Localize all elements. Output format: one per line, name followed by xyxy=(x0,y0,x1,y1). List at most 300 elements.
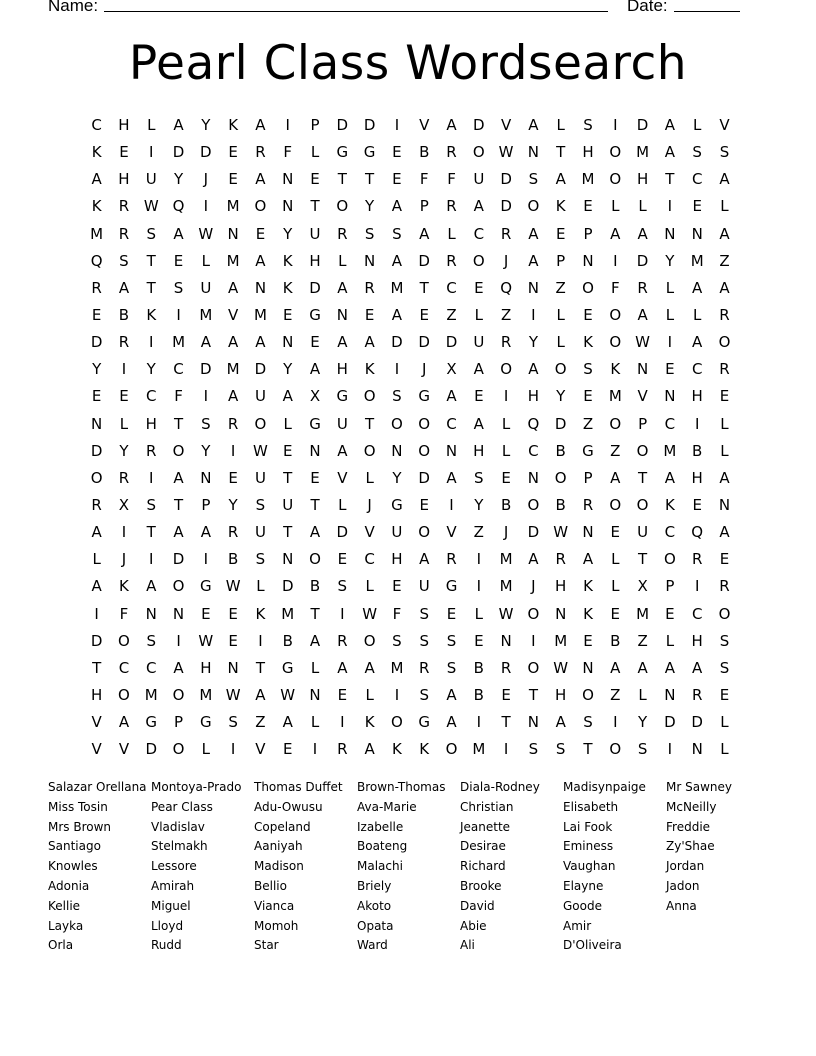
grid-letter: E xyxy=(392,577,402,596)
grid-letter: S xyxy=(474,468,484,487)
word-list-item: Aaniyah xyxy=(254,839,303,854)
grid-letter: O xyxy=(609,414,622,433)
grid-letter: R xyxy=(91,495,102,514)
grid-letter: D xyxy=(200,360,212,379)
grid-letter: U xyxy=(637,523,649,542)
grid-letter: R xyxy=(337,224,348,243)
grid-letter: O xyxy=(636,495,649,514)
grid-letter: O xyxy=(118,685,130,704)
word-list-item: Briely xyxy=(357,878,392,893)
grid-letter: W xyxy=(225,685,241,704)
grid-letter: A xyxy=(173,468,184,487)
grid-letter: L xyxy=(310,713,320,732)
grid-letter: B xyxy=(227,550,239,569)
grid-letter: O xyxy=(363,387,376,406)
grid-letter: T xyxy=(665,170,675,189)
grid-letter: D xyxy=(172,143,185,162)
grid-letter: R xyxy=(719,305,730,324)
grid-letter: L xyxy=(611,577,620,596)
grid-letter: P xyxy=(556,251,566,270)
grid-letter: Q xyxy=(500,278,512,297)
grid-letter: C xyxy=(528,441,539,460)
grid-letter: K xyxy=(583,604,593,623)
grid-letter: S xyxy=(719,631,730,650)
grid-letter: L xyxy=(119,414,129,433)
grid-letter: V xyxy=(91,713,102,732)
grid-letter: B xyxy=(473,658,484,677)
grid-letter: H xyxy=(91,685,103,704)
grid-letter: E xyxy=(392,170,402,189)
grid-letter: T xyxy=(255,658,266,677)
grid-letter: R xyxy=(446,550,457,569)
grid-letter: Z xyxy=(446,305,457,324)
grid-letter: A xyxy=(610,224,621,243)
word-list-item: Brooke xyxy=(460,878,502,893)
grid-letter: R xyxy=(146,441,157,460)
grid-letter: J xyxy=(421,360,427,379)
grid-letter: U xyxy=(309,224,321,243)
grid-letter: T xyxy=(556,143,566,162)
grid-letter: L xyxy=(720,197,729,216)
grid-letter: D xyxy=(145,740,158,759)
grid-letter: D xyxy=(418,333,430,352)
word-list-item: Goode xyxy=(563,898,602,913)
grid-letter: D xyxy=(254,360,267,379)
grid-letter: F xyxy=(419,170,429,189)
grid-letter: N xyxy=(336,305,348,324)
grid-letter: S xyxy=(146,224,156,243)
grid-letter: Y xyxy=(119,441,129,460)
grid-letter: R xyxy=(719,577,730,596)
grid-letter: A xyxy=(528,550,539,569)
grid-letter: I xyxy=(476,577,482,596)
grid-letter: J xyxy=(203,170,209,189)
grid-letter: S xyxy=(228,713,238,732)
grid-letter: L xyxy=(501,414,511,433)
grid-letter: K xyxy=(364,713,375,732)
grid-letter: O xyxy=(527,604,540,623)
grid-letter: I xyxy=(149,550,154,569)
grid-letter: Z xyxy=(473,523,484,542)
grid-letter: S xyxy=(392,631,402,650)
grid-letter: W xyxy=(635,333,650,352)
grid-letter: I xyxy=(149,468,154,487)
word-list-item: David xyxy=(460,898,495,913)
grid-letter: M xyxy=(608,387,622,406)
grid-letter: D xyxy=(200,143,212,162)
grid-letter: N xyxy=(582,658,594,677)
grid-letter: B xyxy=(282,631,293,650)
grid-letter: N xyxy=(282,333,294,352)
grid-letter: R xyxy=(691,550,703,569)
grid-letter: D xyxy=(445,333,458,352)
grid-letter: E xyxy=(310,333,320,352)
grid-letter: Z xyxy=(582,414,594,433)
grid-letter: T xyxy=(310,495,320,514)
grid-letter: A xyxy=(528,251,539,270)
grid-letter: E xyxy=(719,387,730,406)
grid-letter: O xyxy=(582,685,594,704)
grid-letter: P xyxy=(638,414,648,433)
grid-letter: S xyxy=(392,387,402,406)
grid-letter: R xyxy=(446,197,457,216)
grid-letter: E xyxy=(719,550,730,569)
grid-letter: A xyxy=(364,333,375,352)
grid-letter: E xyxy=(610,604,621,623)
grid-letter: M xyxy=(663,441,677,460)
grid-letter: B xyxy=(692,441,703,460)
grid-letter: R xyxy=(719,360,730,379)
grid-letter: N xyxy=(254,278,267,297)
grid-letter: V xyxy=(118,740,130,759)
grid-letter: D xyxy=(281,577,294,596)
grid-letter: P xyxy=(201,495,211,514)
grid-letter: L xyxy=(556,116,565,134)
grid-letter: N xyxy=(282,550,294,569)
grid-letter: C xyxy=(664,523,676,542)
grid-letter: M xyxy=(226,197,240,216)
grid-letter: Q xyxy=(172,197,185,216)
grid-letter: L xyxy=(638,685,647,704)
grid-letter: K xyxy=(255,604,266,623)
grid-letter: A xyxy=(91,523,102,542)
grid-letter: E xyxy=(392,143,402,162)
grid-letter: E xyxy=(692,197,702,216)
grid-letter: C xyxy=(173,360,184,379)
grid-letter: R xyxy=(500,224,512,243)
grid-letter: A xyxy=(419,550,430,569)
grid-letter: I xyxy=(176,305,181,324)
grid-letter: S xyxy=(255,550,266,569)
grid-letter: O xyxy=(609,740,622,759)
grid-letter: K xyxy=(282,278,293,297)
grid-letter: M xyxy=(253,305,267,324)
grid-letter: Z xyxy=(610,685,621,704)
grid-letter: L xyxy=(365,577,374,596)
grid-letter: G xyxy=(418,713,431,732)
grid-letter: E xyxy=(119,387,129,406)
grid-letter: E xyxy=(610,523,621,542)
grid-letter: D xyxy=(636,116,649,134)
grid-letter: R xyxy=(446,251,457,270)
grid-letter: L xyxy=(365,468,374,487)
grid-letter: G xyxy=(336,143,349,162)
grid-letter: N xyxy=(582,523,594,542)
grid-letter: D xyxy=(336,116,349,134)
word-list-item: Pear Class xyxy=(151,799,213,814)
grid-letter: N xyxy=(172,604,185,623)
grid-letter: L xyxy=(447,224,456,243)
grid-letter: I xyxy=(149,333,154,352)
grid-letter: A xyxy=(555,170,566,189)
grid-letter: C xyxy=(691,604,703,623)
grid-letter: I xyxy=(340,604,345,623)
grid-letter: H xyxy=(200,658,212,677)
grid-letter: L xyxy=(474,305,483,324)
grid-letter: L xyxy=(92,550,101,569)
grid-letter: A xyxy=(719,170,730,189)
grid-letter: S xyxy=(555,740,566,759)
grid-letter: A xyxy=(555,713,566,732)
grid-letter: W xyxy=(362,604,378,623)
grid-letter: D xyxy=(500,170,512,189)
grid-letter: L xyxy=(501,441,511,460)
grid-letter: T xyxy=(310,604,320,623)
grid-letter: D xyxy=(636,251,649,270)
grid-letter: O xyxy=(527,197,540,216)
grid-letter: L xyxy=(338,251,347,270)
grid-letter: V xyxy=(91,740,102,759)
grid-letter: H xyxy=(582,143,594,162)
grid-letter: E xyxy=(228,631,238,650)
name-label: Name: xyxy=(48,0,99,15)
grid-letter: T xyxy=(173,495,184,514)
grid-letter: G xyxy=(200,713,212,732)
grid-letter: B xyxy=(309,577,321,596)
grid-letter: N xyxy=(527,143,540,162)
grid-letter: A xyxy=(446,387,457,406)
grid-letter: M xyxy=(172,333,186,352)
grid-letter: V xyxy=(337,468,348,487)
grid-letter: B xyxy=(473,685,484,704)
grid-letter: A xyxy=(610,658,621,677)
grid-letter: M xyxy=(636,143,650,162)
grid-letter: T xyxy=(283,468,293,487)
grid-letter: R xyxy=(337,631,348,650)
grid-letter: O xyxy=(118,631,130,650)
word-list-item: Miss Tosin xyxy=(48,799,108,814)
grid-letter: A xyxy=(446,116,457,134)
grid-letter: N xyxy=(227,658,239,677)
grid-letter: T xyxy=(146,278,156,297)
grid-letter: A xyxy=(391,197,403,216)
grid-letter: E xyxy=(337,550,348,569)
grid-letter: R xyxy=(500,658,512,677)
grid-letter: Z xyxy=(500,305,512,324)
grid-letter: A xyxy=(692,278,703,297)
grid-letter: M xyxy=(199,305,213,324)
grid-letter: E xyxy=(583,631,593,650)
grid-letter: O xyxy=(172,577,185,596)
word-list-item: Stelmakh xyxy=(151,839,208,854)
grid-letter: O xyxy=(172,740,185,759)
grid-letter: E xyxy=(555,224,566,243)
grid-letter: A xyxy=(309,360,321,379)
grid-letter: S xyxy=(446,658,457,677)
grid-letter: T xyxy=(365,170,375,189)
grid-letter: K xyxy=(391,740,402,759)
grid-letter: E xyxy=(310,170,320,189)
grid-letter: J xyxy=(503,523,509,542)
grid-letter: A xyxy=(282,713,293,732)
word-list-item: Lloyd xyxy=(151,918,184,933)
grid-letter: R xyxy=(691,685,703,704)
word-list-item: Vianca xyxy=(254,898,295,913)
grid-letter: K xyxy=(664,495,675,514)
word-list-item: Santiago xyxy=(48,839,101,854)
grid-letter: O xyxy=(172,685,185,704)
grid-letter: X xyxy=(118,495,130,514)
grid-letter: M xyxy=(226,360,240,379)
word-list-item: Bellio xyxy=(254,878,287,893)
grid-letter: W xyxy=(498,143,514,162)
grid-letter: A xyxy=(473,414,484,433)
word-list-item: Diala-Rodney xyxy=(460,780,540,794)
grid-letter: Y xyxy=(392,468,402,487)
grid-letter: H xyxy=(145,414,157,433)
grid-letter: Y xyxy=(474,495,484,514)
grid-letter: E xyxy=(501,685,511,704)
grid-letter: A xyxy=(173,658,184,677)
word-list-item: D'Oliveira xyxy=(563,938,622,953)
grid-letter: G xyxy=(200,577,212,596)
word-list-item: Elayne xyxy=(563,878,604,893)
grid-letter: T xyxy=(92,658,102,677)
grid-letter: A xyxy=(719,523,730,542)
grid-letter: Y xyxy=(665,251,675,270)
grid-letter: A xyxy=(91,170,102,189)
grid-letter: K xyxy=(91,143,102,162)
grid-letter: A xyxy=(446,685,457,704)
word-list-item: Freddie xyxy=(666,819,711,834)
grid-letter: U xyxy=(254,387,266,406)
grid-letter: S xyxy=(201,414,211,433)
grid-letter: I xyxy=(394,360,400,379)
grid-letter: Y xyxy=(283,224,293,243)
date-blank-line xyxy=(674,11,740,12)
grid-letter: A xyxy=(146,577,157,596)
grid-letter: H xyxy=(555,685,567,704)
grid-letter: M xyxy=(199,685,213,704)
grid-letter: B xyxy=(419,143,430,162)
grid-letter: A xyxy=(528,224,539,243)
grid-letter: Y xyxy=(283,360,293,379)
grid-letter: M xyxy=(499,550,513,569)
grid-letter: L xyxy=(665,305,675,324)
grid-letter: R xyxy=(91,278,102,297)
grid-letter: O xyxy=(609,170,622,189)
grid-letter: U xyxy=(145,170,157,189)
grid-letter: R xyxy=(337,740,348,759)
grid-letter: D xyxy=(391,333,403,352)
grid-letter: Y xyxy=(201,441,211,460)
grid-letter: I xyxy=(340,713,345,732)
grid-letter: N xyxy=(664,685,676,704)
grid-letter: A xyxy=(528,116,539,134)
grid-letter: L xyxy=(720,414,729,433)
grid-letter: K xyxy=(555,197,566,216)
word-list-item: Ali xyxy=(460,938,475,953)
grid-letter: V xyxy=(637,387,648,406)
grid-letter: T xyxy=(638,550,648,569)
grid-letter: L xyxy=(693,305,702,324)
grid-letter: N xyxy=(91,414,103,433)
grid-letter: W xyxy=(143,197,159,216)
word-list-item: Star xyxy=(254,938,279,953)
grid-letter: A xyxy=(337,278,348,297)
grid-letter: P xyxy=(174,713,184,732)
word-list-item: Adonia xyxy=(48,878,90,893)
grid-letter: S xyxy=(583,713,593,732)
grid-letter: I xyxy=(285,116,290,134)
grid-letter: A xyxy=(637,658,648,677)
grid-letter: A xyxy=(473,360,484,379)
grid-letter: L xyxy=(720,441,729,460)
grid-letter: S xyxy=(255,495,266,514)
grid-letter: G xyxy=(336,387,349,406)
grid-letter: N xyxy=(664,224,676,243)
header-line xyxy=(48,0,748,20)
grid-letter: A xyxy=(309,631,321,650)
grid-letter: K xyxy=(119,577,129,596)
grid-letter: E xyxy=(719,685,730,704)
grid-letter: E xyxy=(310,468,320,487)
grid-letter: L xyxy=(310,143,320,162)
grid-letter: N xyxy=(200,468,212,487)
grid-letter: I xyxy=(203,197,209,216)
grid-letter: O xyxy=(391,713,403,732)
grid-letter: I xyxy=(476,713,482,732)
grid-letter: P xyxy=(419,197,429,216)
grid-letter: M xyxy=(90,224,104,243)
grid-letter: H xyxy=(336,360,348,379)
grid-letter: L xyxy=(665,631,675,650)
grid-letter: N xyxy=(636,360,649,379)
grid-letter: O xyxy=(309,550,321,569)
grid-letter: J xyxy=(121,550,127,569)
grid-letter: N xyxy=(527,713,540,732)
grid-letter: S xyxy=(637,740,648,759)
grid-letter: A xyxy=(719,468,730,487)
grid-letter: E xyxy=(228,468,238,487)
grid-letter: N xyxy=(582,251,594,270)
grid-letter: Q xyxy=(90,251,103,270)
grid-letter: H xyxy=(691,468,703,487)
grid-letter: S xyxy=(446,631,457,650)
grid-letter: I xyxy=(394,116,400,134)
grid-letter: E xyxy=(583,305,593,324)
grid-letter: O xyxy=(609,495,622,514)
grid-letter: D xyxy=(90,333,103,352)
grid-letter: G xyxy=(445,577,458,596)
grid-letter: L xyxy=(611,550,620,569)
grid-letter: A xyxy=(337,658,348,677)
grid-letter: D xyxy=(172,550,185,569)
grid-letter: H xyxy=(391,550,403,569)
word-list-item: Montoya-Prado xyxy=(151,780,242,794)
grid-letter: Y xyxy=(228,495,238,514)
grid-letter: E xyxy=(91,305,102,324)
grid-letter: K xyxy=(583,333,593,352)
grid-letter: D xyxy=(90,441,103,460)
grid-letter: E xyxy=(419,495,429,514)
grid-letter: A xyxy=(337,333,348,352)
grid-letter: L xyxy=(201,251,211,270)
grid-letter: T xyxy=(638,468,648,487)
grid-letter: R xyxy=(637,278,648,297)
grid-letter: I xyxy=(121,360,127,379)
grid-letter: E xyxy=(501,468,511,487)
word-list-item: Ward xyxy=(357,938,388,953)
grid-letter: S xyxy=(419,685,429,704)
grid-letter: T xyxy=(337,170,347,189)
grid-letter: K xyxy=(146,305,157,324)
grid-letter: P xyxy=(310,116,320,134)
grid-letter: U xyxy=(391,523,403,542)
grid-letter: I xyxy=(613,116,618,134)
grid-letter: F xyxy=(283,143,293,162)
grid-letter: Y xyxy=(638,713,648,732)
